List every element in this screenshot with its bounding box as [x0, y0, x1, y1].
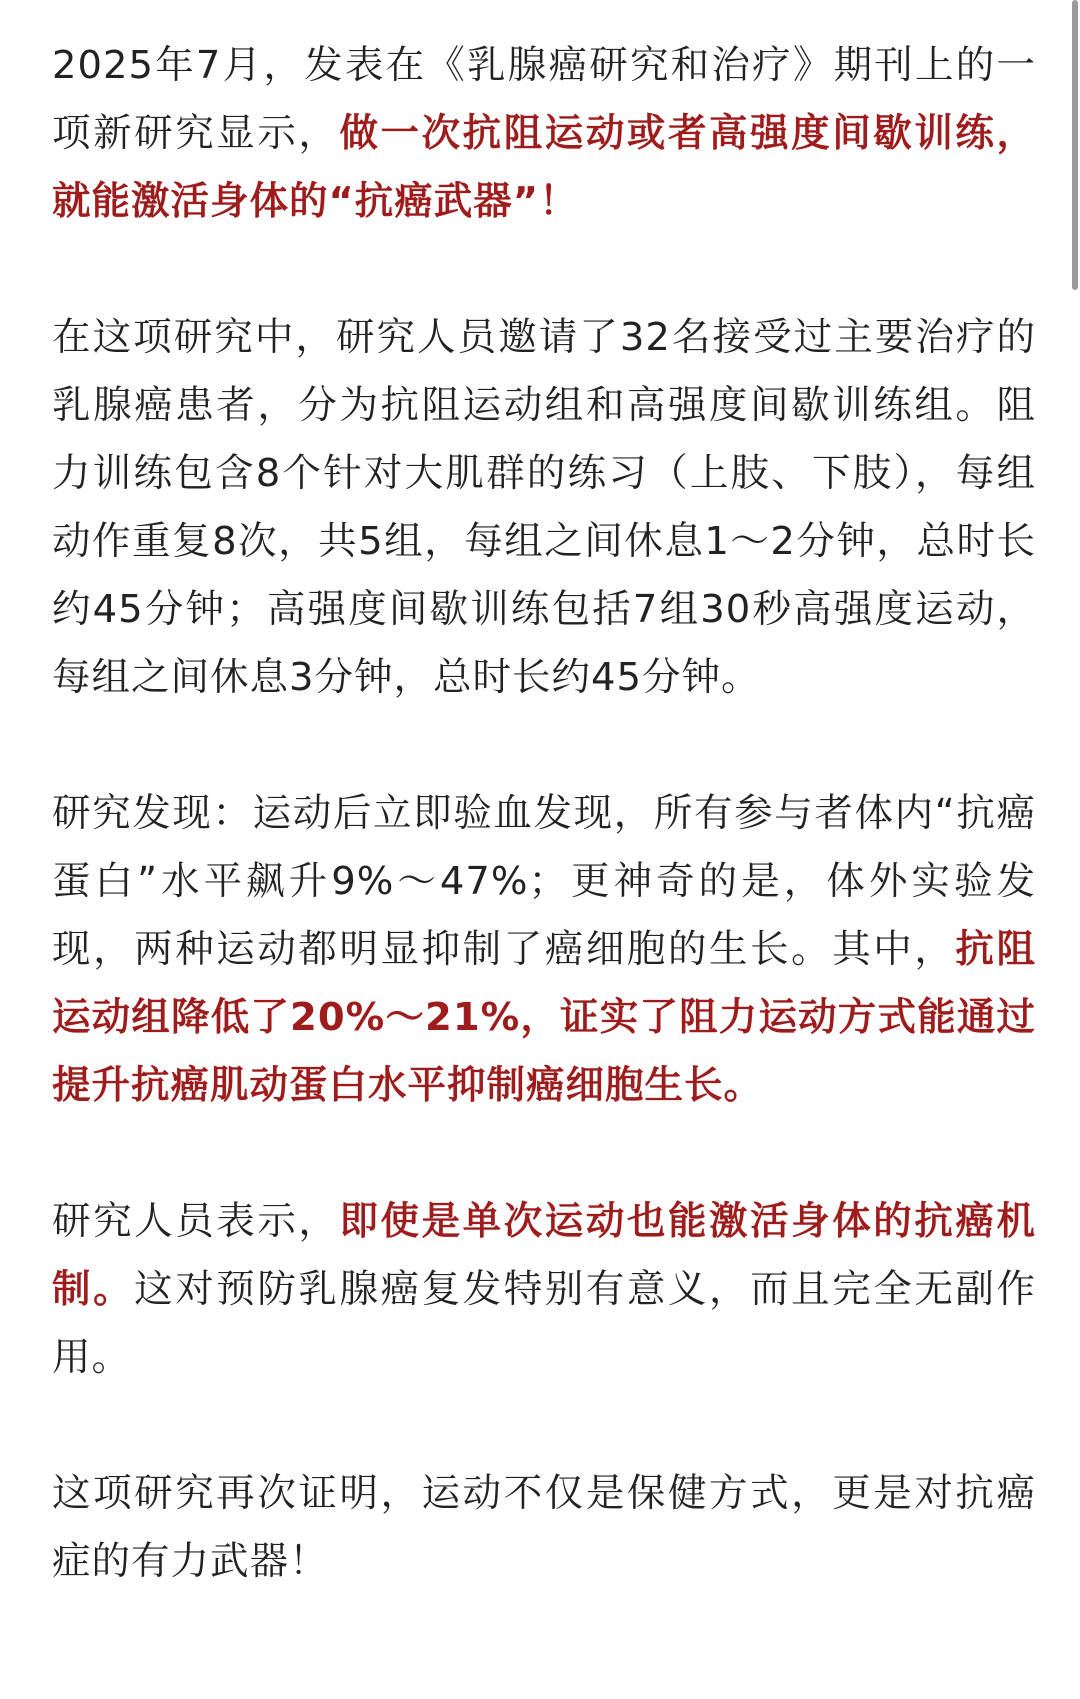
scrollbar-thumb[interactable] — [1072, 0, 1078, 290]
paragraph-3-highlight: 抗阻运动组降低了20%～21%，证实了阻力运动方式能通过提升抗癌肌动蛋白水平抑制癌细胞生长。 — [52, 927, 1036, 1108]
paragraph-5-text: 这项研究再次证明，运动不仅是保健方式，更是对抗癌症的有力武器！ — [52, 1471, 1036, 1584]
paragraph-1-highlight: 做一次抗阻运动或者高强度间歇训练，就能激活身体的“抗癌武器”！ — [52, 111, 1036, 224]
article-body — [52, 32, 1036, 1664]
paragraph-1 — [52, 32, 1036, 236]
paragraph-4-text-2: 这对预防乳腺癌复发特别有意义，而且完全无副作用。 — [52, 1267, 1036, 1380]
paragraph-5 — [52, 1460, 1036, 1596]
paragraph-4-text: 研究人员表示， — [52, 1199, 340, 1244]
paragraph-3 — [52, 780, 1036, 1120]
paragraph-4-highlight: 即使是单次运动也能激活身体的抗癌机制。 — [52, 1199, 1036, 1312]
paragraph-3-text: 研究发现：运动后立即验血发现，所有参与者体内“抗癌蛋白”水平飙升9%～47%；更神奇的是，体外实验发现，两种运动都明显抑制了癌细胞的生长。其中， — [52, 791, 1036, 972]
paragraph-1-text: 2025年7月，发表在《乳腺癌研究和治疗》期刊上的一项新研究显示， — [52, 43, 1036, 156]
paragraph-2-text: 在这项研究中，研究人员邀请了32名接受过主要治疗的乳腺癌患者，分为抗阻运动组和高强度间歇训练组。阻力训练包含8个针对大肌群的练习（上肢、下肢），每组动作重复8次，共5组，每组之间休息1～2分钟，总时长约45分钟；高强度间歇训练包括7组30秒高强度运动，每组之间休息3分钟，总时长约45分钟。 — [52, 315, 1036, 700]
paragraph-2 — [52, 304, 1036, 712]
scrollbar[interactable] — [1070, 0, 1080, 1699]
paragraph-4 — [52, 1188, 1036, 1392]
